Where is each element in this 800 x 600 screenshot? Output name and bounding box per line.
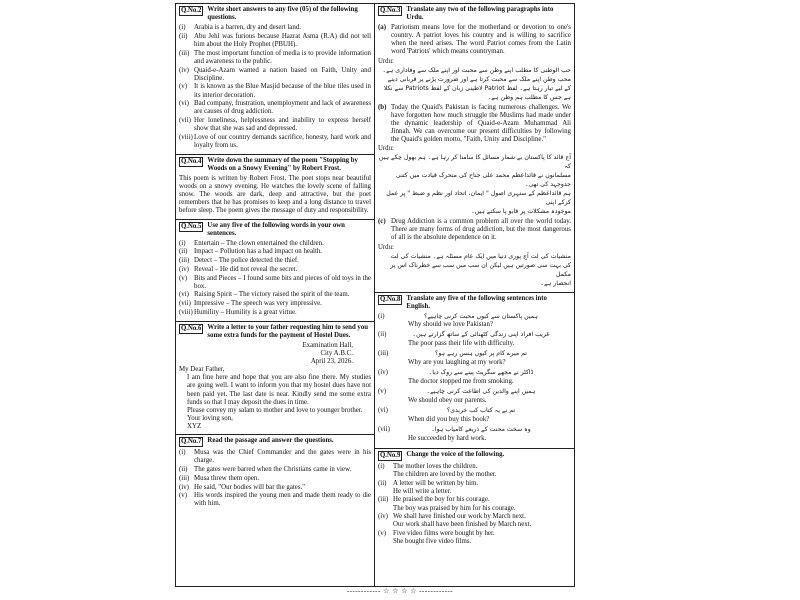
voice-pair — [393, 530, 571, 546]
q8-section — [375, 293, 574, 449]
original-sentence: A letter will be written by him. — [393, 479, 479, 487]
item-text: Musa threw them open. — [194, 474, 260, 482]
urdu-line: حب الوطنی کا مطلب اپنے وطن سے محبت اور اپنے ملک سے وفاداری ہے۔ — [382, 66, 571, 74]
q5-answer-item — [179, 266, 371, 274]
q7-title: Read the passage and answer the questions. — [207, 437, 334, 445]
q9-voice-item — [378, 513, 571, 529]
q9-number: Q.No.9 — [378, 451, 402, 461]
urdu-label: Urdu: — [378, 243, 394, 251]
original-sentence: Five video films were bought by her. — [393, 530, 495, 538]
urdu-line: کے لیے تیار رہتا ہے۔ لفظ Patriot لاطینی زبان کے لفظ Patriots سے نکلا — [383, 84, 571, 92]
item-text: He said, "Our bodies will bar the gates." — [194, 483, 306, 491]
q8-title: Translate any five of the following sentences into English. — [406, 294, 547, 310]
item-text: It is known as the Blue Masjid because of the blue tiles used in its interior decoration. — [194, 83, 371, 99]
urdu-sentence: ہمیں اپنے والدین کی اطاعت کرنی چاہیے۔ — [426, 388, 536, 396]
q5-answer-item — [179, 257, 371, 265]
voice-pair — [393, 496, 571, 512]
q5-answer-item — [179, 300, 371, 308]
letter-address-line: Examination Hall, — [302, 341, 353, 349]
q7-answer-item — [179, 449, 371, 465]
urdu-line: انحصار ہے۔ — [540, 279, 571, 287]
paragraph-label: (b) — [378, 103, 387, 111]
urdu-label: Urdu: — [378, 145, 394, 153]
q5-answer-item — [179, 240, 371, 248]
urdu-sentence-row — [378, 331, 571, 339]
q2-title: Write short answers to any five (05) of the following questions. — [207, 6, 358, 22]
item-text: The gates were barred when the Christians came in view. — [194, 466, 352, 474]
urdu-line: مسلمانوں نے قائداعظم محمد علی جناح کی متحرک قیادت میں کتنی جدوجہد کی تھی۔ — [395, 172, 571, 189]
item-number: (i) — [179, 24, 186, 32]
letter-closing: Your loving son, — [187, 414, 233, 422]
q6-number: Q.No.6 — [179, 324, 203, 334]
q4-number: Q.No.4 — [179, 157, 203, 167]
urdu-line: ہم قائداعظم کے سنہری اصول " ایمان، اتحاد اور نظم و ضبط " پر عمل کرکے اپنی — [386, 190, 571, 207]
item-number: (vi) — [179, 100, 189, 108]
q2-answer-item — [179, 33, 371, 49]
q3-paragraph-list — [378, 24, 571, 289]
q4-title: Write down the summary of the poem "Stopping by Woods on a Snowy Evening" by Robert Frost. — [207, 156, 358, 172]
q7-answer-item — [179, 466, 371, 474]
q3-section — [375, 4, 574, 293]
item-number: (ii) — [378, 479, 387, 487]
urdu-line: ہے جس کا مطلب ہم وطن ہے۔ — [487, 93, 571, 101]
q8-translation-item — [378, 369, 571, 386]
q2-answer-item — [179, 100, 371, 116]
urdu-sentence: غریب افراد اپنی زندگی کٹھنائی کے ساتھ گزارتے ہیں۔ — [412, 331, 550, 339]
item-number: (iv) — [179, 66, 189, 74]
item-number: (v) — [378, 388, 387, 396]
original-sentence: He praised the boy for his courage. — [393, 496, 490, 504]
item-number: (ii) — [378, 331, 387, 339]
item-number: (vii) — [179, 300, 191, 308]
page-footer: ------------ ☆ ☆ ☆ ☆ ------------ — [346, 587, 454, 595]
q5-answer-item — [179, 291, 371, 299]
q8-translation-list — [378, 313, 571, 443]
english-translation: The poor pass their life with difficulty. — [408, 340, 515, 348]
item-number: (iii) — [179, 49, 190, 57]
urdu-sentence-row — [378, 426, 571, 434]
left-column — [176, 4, 375, 586]
urdu-sentence: تم نے یہ کتاب کب خریدی؟ — [446, 406, 516, 414]
q3-paragraph — [378, 104, 571, 145]
item-text: Musa was the Chief Commander and the gates were in his charge. — [194, 449, 371, 465]
q3-number: Q.No.3 — [378, 6, 402, 16]
changed-sentence: He will write a letter. — [393, 487, 452, 495]
q2-answer-item — [179, 83, 371, 99]
letter-date: April 23, 2026. — [310, 357, 353, 365]
item-number: (vii) — [378, 425, 390, 433]
q2-answer-item — [179, 24, 371, 32]
letter-address — [179, 342, 371, 366]
original-sentence: We shall have finished our work by March next. — [393, 513, 526, 521]
voice-pair — [393, 463, 571, 479]
voice-pair — [393, 480, 571, 496]
item-number: (iii) — [378, 496, 389, 504]
item-text: Detect – The police detected the thief. — [194, 257, 299, 265]
item-text: Humility – Humility is a great virtue. — [194, 308, 297, 316]
item-text: Impressive – The speech was very impressive. — [194, 300, 322, 308]
paragraph-label: (a) — [378, 24, 387, 32]
item-number: (iii) — [378, 350, 389, 358]
q4-section — [176, 155, 374, 220]
q6-section — [176, 322, 374, 436]
q5-answer-item — [179, 309, 371, 317]
item-number: (iv) — [378, 513, 388, 521]
letter-salutation: My Dear Father, — [179, 366, 225, 374]
paragraph-label: (c) — [378, 218, 386, 226]
item-number: (vi) — [179, 291, 189, 299]
q3-title: Translate any two of the following paragraphs into Urdu. — [406, 6, 554, 22]
right-column — [375, 4, 574, 586]
urdu-line: موجودہ مشکلات پر قابو پا سکتے ہیں۔ — [471, 208, 571, 216]
english-translation: We should obey our parents. — [408, 396, 487, 404]
item-number: (v) — [179, 492, 188, 500]
item-number: (iii) — [179, 257, 190, 265]
urdu-sentence-row — [378, 369, 571, 377]
item-text: Impact – Pollution has a bad impact on health. — [194, 248, 323, 256]
q2-answer-list — [179, 24, 371, 150]
item-text: Abu Jehl was furious because Hazrat Asma (R.A) did not tell him about the Holy Prophet (PBUH). — [194, 32, 371, 48]
q7-answer-item — [179, 492, 371, 508]
q7-answer-list — [179, 449, 371, 508]
item-text: Love of our country demands sacrifice, honesty, hard work and loyalty from us. — [194, 134, 371, 150]
q2-answer-item — [179, 50, 371, 66]
item-text: Reveal – He did not reveal the secret. — [194, 265, 298, 273]
urdu-line: آج قائد کا پاکستان بے شمار مسائل کا سامنا کر رہا ہے۔ ہم بھول چکے ہیں کہ — [378, 154, 571, 171]
urdu-sentence-row — [378, 350, 571, 358]
q5-section — [176, 220, 374, 322]
q9-voice-item — [378, 496, 571, 512]
item-text: Quaid-e-Azam wanted a nation based on Faith, Unity and Discipline. — [194, 66, 371, 82]
q3-paragraph — [378, 24, 571, 57]
item-number: (vii) — [179, 117, 191, 125]
item-number: (viii) — [179, 134, 193, 142]
english-translation: When did you buy this book? — [408, 415, 490, 423]
q5-answer-list — [179, 240, 371, 317]
item-text: Entertain – The clown entertained the children. — [194, 239, 324, 247]
q5-number: Q.No.5 — [179, 222, 203, 232]
item-text: Raising Spirit – The victory raised the spirit of the team. — [194, 291, 350, 299]
q2-answer-item — [179, 134, 371, 150]
urdu-sentence-row — [378, 407, 571, 415]
item-number: (viii) — [179, 308, 193, 316]
urdu-line: منشیات کی لت آج پوری دنیا میں ایک عام مسئلہ ہے۔ منشیات کی لت — [390, 252, 571, 260]
q5-title: Use any five of the following words in your own sentences. — [207, 221, 345, 237]
english-translation: He succeeded by hard work. — [408, 434, 487, 442]
urdu-sentence: ڈاکٹر نے مجھے سگریٹ پینے سے روک دیا۔ — [428, 369, 534, 377]
changed-sentence: Our work shall have been finished by March next. — [393, 521, 532, 529]
item-number: (v) — [378, 530, 387, 538]
q7-answer-item — [179, 475, 371, 483]
q7-number: Q.No.7 — [179, 437, 203, 447]
q8-translation-item — [378, 388, 571, 405]
item-number: (vi) — [378, 406, 388, 414]
q9-title: Change the voice of the following. — [406, 450, 505, 458]
item-number: (v) — [179, 83, 188, 91]
item-text: Arabia is a barren, dry and desert land. — [194, 24, 301, 32]
q9-voice-item — [378, 530, 571, 546]
item-text: Bits and Pieces – I found some bits and pieces of old toys in the box. — [194, 274, 371, 290]
item-number: (v) — [179, 274, 188, 282]
changed-sentence: The boy was praised by him for his courage. — [393, 504, 516, 512]
urdu-translation — [378, 67, 571, 103]
original-sentence: The mother loves the children. — [393, 462, 478, 470]
item-text: The most important function of media is to provide information and awareness to the public. — [194, 49, 371, 65]
urdu-line: محب وطن اپنے ملک سے محبت کرتا ہے اور ضرورت پڑنے پر قربانی دینے — [387, 75, 571, 83]
q2-section — [176, 4, 374, 155]
letter-signature: XYZ — [187, 423, 202, 431]
q3-paragraph — [378, 218, 571, 242]
changed-sentence: The children are loved by the mother. — [393, 470, 497, 478]
paragraph-english: Today the Quaid's Pakistan is facing numerous challenges. We have forgotten how much struggle the Muslims had made under the dynamic leadership of Quaid-e-Azam Muhammad Ali Jinnah. We can overcome our present difficulties by following the Quaid's golden motto, "Faith, Unity and Discipline." — [391, 103, 571, 144]
q5-answer-item — [179, 248, 371, 256]
urdu-translation — [378, 154, 571, 217]
english-translation: Why are you laughing at my work? — [408, 359, 506, 367]
english-translation: The doctor stopped me from smoking. — [408, 377, 514, 385]
q8-translation-item — [378, 407, 571, 424]
urdu-translation — [378, 253, 571, 289]
q8-translation-item — [378, 350, 571, 367]
q6-title: Write a letter to your father requesting him to send you some extra funds for the payment of Hostel Dues. — [207, 323, 369, 339]
letter-address-line: City A.B.C. — [320, 349, 353, 357]
q7-answer-item — [179, 484, 371, 492]
urdu-sentence-row — [378, 388, 571, 396]
q8-number: Q.No.8 — [378, 295, 402, 305]
english-translation: Why should we love Pakistan? — [408, 321, 493, 329]
urdu-sentence-row — [378, 313, 571, 321]
q8-translation-item — [378, 313, 571, 330]
item-number: (ii) — [179, 248, 188, 256]
q5-answer-item — [179, 275, 371, 291]
q4-summary: This poem is written by Robert Frost. The poet stops near beautiful woods on a snowy evening. He watches the lovely scene of falling snow. The woods are dark, deep and attractive, but the poet remembers that he has promises to keep and a long distance to travel before sleep. The poem gives the message of duty and responsibility. — [179, 174, 371, 215]
paragraph-english: Drug Addiction is a common problem all over the world today. There are many forms of drug addiction, but the most dangerous of all is the absolute dependence on it. — [391, 218, 571, 242]
item-number: (i) — [179, 239, 186, 247]
letter-body: Please convey my salam to mother and love to younger brother. — [187, 406, 363, 414]
q9-voice-item — [378, 480, 571, 496]
urdu-sentence: تم میرے کام پر کیوں ہنس رہے ہو؟ — [435, 350, 527, 358]
q9-voice-item — [378, 463, 571, 479]
q9-voice-list — [378, 463, 571, 547]
paragraph-english: Patriotism means love for the motherland or devotion to one's country. A patriot loves his country and is willing to sacrifice when the need arises. The word Patriot comes from the Latin word 'Patriots' which means countryman. — [391, 24, 571, 56]
item-number: (iv) — [378, 369, 388, 377]
item-number: (iv) — [179, 483, 189, 491]
item-number: (i) — [378, 312, 385, 320]
q2-answer-item — [179, 117, 371, 133]
q7-section — [176, 435, 374, 512]
q8-translation-item — [378, 426, 571, 443]
item-text: His words inspired the young men and made them ready to die with him. — [194, 492, 371, 508]
letter-body: I am fine here and hope that you are also fine there. My studies are going well. I want to inform you that my hostel dues have not been paid yet. The last date is near. Kindly send me some extra funds so that I may deposit the dues in time. — [187, 374, 371, 406]
q2-answer-item — [179, 67, 371, 83]
urdu-line: کی بہت سی صورتیں ہیں لیکن ان سب میں سب سے خطرناک اس پر مکمل — [390, 261, 571, 278]
item-number: (ii) — [179, 466, 188, 474]
urdu-label: Urdu: — [378, 57, 394, 65]
q2-number: Q.No.2 — [179, 6, 203, 16]
urdu-sentence: وہ سخت محنت کے ذریعے کامیاب ہوا۔ — [431, 425, 531, 433]
answer-sheet — [175, 3, 575, 587]
q8-translation-item — [378, 331, 571, 348]
item-number: (i) — [179, 449, 186, 457]
q9-section — [375, 449, 574, 550]
urdu-sentence: ہمیں پاکستان سے کیوں محبت کرنی چاہیے؟ — [424, 312, 538, 320]
item-number: (i) — [378, 462, 385, 470]
item-number: (ii) — [179, 32, 188, 40]
item-number: (iv) — [179, 265, 189, 273]
item-text: Her loneliness, helplessness and inability to express herself show that she was sad and depressed. — [194, 117, 371, 133]
voice-pair — [393, 513, 571, 529]
item-number: (iii) — [179, 474, 190, 482]
item-text: Bad company, frustration, unemployment and lack of awareness are causes of drug addiction. — [194, 100, 371, 116]
changed-sentence: She bought five video films. — [393, 538, 472, 546]
